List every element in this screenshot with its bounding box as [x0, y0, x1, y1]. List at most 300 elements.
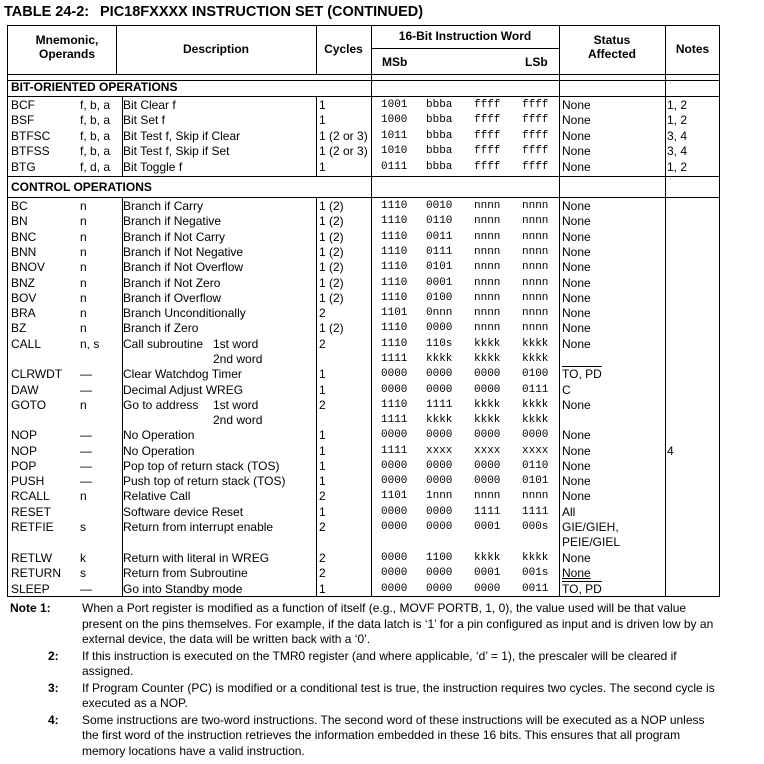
table-row — [7, 459, 720, 474]
header-status-line2: Affected — [587, 47, 636, 61]
mnemonic: BNZ — [11, 276, 35, 290]
instruction-word-nibble: ffff — [474, 99, 501, 111]
description: Branch if Not Zero — [123, 276, 221, 290]
table-row — [7, 520, 720, 535]
cycles: 2 — [319, 520, 326, 534]
instruction-word-nibble: 0000 — [474, 460, 501, 472]
table-row — [7, 337, 720, 352]
description-word: 1st word — [213, 337, 259, 351]
operands: — — [80, 444, 92, 458]
cycles: 1 (2) — [319, 199, 344, 213]
description: Call subroutine — [123, 337, 204, 351]
table-row — [7, 129, 720, 144]
cycles: 1 (2) — [319, 260, 344, 274]
instruction-word-nibble: 0110 — [426, 215, 453, 227]
instruction-word-nibble: kkkk — [474, 414, 501, 426]
description: Relative Call — [123, 489, 191, 503]
instruction-word-nibble: 0000 — [426, 429, 453, 441]
instruction-word-nibble: ffff — [474, 145, 501, 157]
instruction-word-nibble: 0011 — [426, 231, 453, 243]
footnote — [10, 601, 722, 648]
operands: n — [80, 291, 87, 305]
operands: f, b, a — [80, 98, 111, 112]
instruction-word-nibble: nnnn — [522, 490, 549, 502]
instruction-word-nibble: 1110 — [381, 215, 408, 227]
table-row — [7, 321, 720, 336]
status-affected: None — [562, 260, 591, 274]
operands: n — [80, 230, 87, 244]
instruction-word-nibble: 000s — [522, 521, 549, 533]
description: Return with literal in WREG — [123, 551, 270, 565]
cycles: 1 — [319, 459, 326, 473]
instruction-word-nibble: xxxx — [474, 445, 501, 457]
instruction-word-nibble: 0001 — [426, 277, 453, 289]
instruction-word-nibble: nnnn — [522, 200, 549, 212]
operands: — — [80, 582, 92, 596]
cycles: 2 — [319, 398, 326, 412]
mnemonic: BCF — [11, 98, 35, 112]
operands: — — [80, 367, 92, 381]
status-affected: None — [562, 566, 591, 580]
cycles: 1 — [319, 444, 326, 458]
operands: n — [80, 321, 87, 335]
instruction-word-nibble: nnnn — [474, 231, 501, 243]
instruction-word-nibble: bbba — [426, 130, 453, 142]
operands: n — [80, 214, 87, 228]
instruction-word-nibble: 0000 — [381, 475, 408, 487]
instruction-word-nibble: kkkk — [474, 552, 501, 564]
description-word: 2nd word — [213, 352, 263, 366]
instruction-word-nibble: nnnn — [474, 322, 501, 334]
instruction-word-nibble: 1110 — [381, 261, 408, 273]
cycles: 1 — [319, 505, 326, 519]
cycles: 1 (2 or 3) — [319, 144, 368, 158]
cycles: 1 — [319, 582, 326, 596]
row-divider — [7, 176, 720, 177]
instruction-word-nibble: 1110 — [381, 246, 408, 258]
header-status — [559, 33, 665, 61]
cycles: 1 (2) — [319, 291, 344, 305]
description: Bit Clear f — [123, 98, 176, 112]
instruction-word-nibble: kkkk — [522, 338, 549, 350]
table-row — [7, 566, 720, 581]
instruction-word-nibble: 1110 — [381, 322, 408, 334]
mnemonic: BSF — [11, 113, 35, 127]
header-subdivider — [371, 48, 559, 49]
description: No Operation — [123, 444, 195, 458]
notes-ref: 1, 2 — [667, 113, 688, 127]
instruction-word-nibble: 0111 — [426, 246, 453, 258]
table-number: TABLE 24-2: — [4, 4, 90, 20]
instruction-word-nibble: ffff — [474, 114, 501, 126]
cycles: 1 — [319, 113, 326, 127]
instruction-word-nibble: nnnn — [474, 261, 501, 273]
mnemonic: POP — [11, 459, 37, 473]
instruction-word-nibble: nnnn — [474, 490, 501, 502]
instruction-word-nibble: 1011 — [381, 130, 408, 142]
table-row — [7, 113, 720, 128]
instruction-word-nibble: ffff — [474, 130, 501, 142]
operands: n — [80, 489, 87, 503]
description: Bit Set f — [123, 113, 166, 127]
instruction-word-nibble: 001s — [522, 567, 549, 579]
instruction-word-nibble: kkkk — [522, 399, 549, 411]
mnemonic: RETLW — [11, 551, 53, 565]
mnemonic: PUSH — [11, 474, 45, 488]
instruction-word-nibble: ffff — [522, 114, 549, 126]
footnote-text: Some instructions are two-word instructions. The second word of these instructions will be executed as a NOP unless the first word of the instruction retrieves the information embedded in these 16 bits. This ensures that all program memory locations have a valid instruction. — [82, 712, 705, 758]
instruction-word-nibble: 1010 — [381, 145, 408, 157]
status-affected: None — [562, 291, 591, 305]
instruction-word-nibble: nnnn — [522, 277, 549, 289]
status-affected: TO, PD — [562, 367, 602, 381]
instruction-word-nibble: 0000 — [426, 567, 453, 579]
cycles: 1 (2 or 3) — [319, 129, 368, 143]
notes-ref: 1, 2 — [667, 98, 688, 112]
instruction-word-nibble: bbba — [426, 161, 453, 173]
instruction-word-nibble: 0000 — [474, 384, 501, 396]
instruction-word-nibble: ffff — [522, 161, 549, 173]
operands: n — [80, 398, 87, 412]
status-affected: None — [562, 129, 591, 143]
notes-ref: 3, 4 — [667, 129, 688, 143]
footnote — [10, 681, 722, 712]
mnemonic: BNN — [11, 245, 37, 259]
status-affected: All — [562, 505, 576, 519]
operands: — — [80, 428, 92, 442]
table-caption: PIC18FXXXX INSTRUCTION SET (CONTINUED) — [100, 4, 424, 20]
instruction-word-nibble: 0nnn — [426, 307, 453, 319]
table-row — [7, 582, 720, 597]
mnemonic: BN — [11, 214, 28, 228]
operands: s — [80, 566, 86, 580]
instruction-word-nibble: 1101 — [381, 307, 408, 319]
description-word: 1st word — [213, 398, 259, 412]
cycles: 2 — [319, 337, 326, 351]
cycles: 1 — [319, 383, 326, 397]
description: Branch if Zero — [123, 321, 199, 335]
instruction-word-nibble: 0000 — [381, 368, 408, 380]
instruction-word-nibble: ffff — [522, 99, 549, 111]
mnemonic: BZ — [11, 321, 27, 335]
operands: f, b, a — [80, 129, 111, 143]
instruction-word-nibble: nnnn — [474, 307, 501, 319]
notes-ref: 1, 2 — [667, 160, 688, 174]
description-word: 2nd word — [213, 413, 263, 427]
instruction-word-nibble: 1111 — [474, 506, 501, 518]
mnemonic: BTFSC — [11, 129, 51, 143]
header-mnemonic — [18, 33, 116, 61]
instruction-word-nibble: nnnn — [522, 292, 549, 304]
status-affected: None — [562, 98, 591, 112]
table-row — [7, 230, 720, 245]
status-affected: None — [562, 306, 591, 320]
description: Decimal Adjust WREG — [123, 383, 244, 397]
instruction-word-nibble: 0000 — [426, 460, 453, 472]
table-row — [7, 291, 720, 306]
description: Return from Subroutine — [123, 566, 248, 580]
description: No Operation — [123, 428, 195, 442]
header-notes: Notes — [675, 42, 710, 56]
status-affected: None — [562, 428, 591, 442]
mnemonic: RETURN — [11, 566, 61, 580]
instruction-word-nibble: 1111 — [381, 445, 408, 457]
table-title — [4, 4, 423, 20]
instruction-word-nibble: 1111 — [381, 414, 408, 426]
instruction-word-nibble: ffff — [474, 161, 501, 173]
instruction-word-nibble: ffff — [522, 145, 549, 157]
status-affected: None — [562, 113, 591, 127]
footnote-label: 2: — [48, 648, 59, 663]
operands: f, b, a — [80, 113, 111, 127]
instruction-word-nibble: nnnn — [522, 261, 549, 273]
status-affected: None — [562, 551, 591, 565]
table-row — [7, 398, 720, 413]
mnemonic: BC — [11, 199, 28, 213]
mnemonic: BNOV — [11, 260, 46, 274]
instruction-word-nibble: nnnn — [474, 200, 501, 212]
instruction-word-nibble: nnnn — [474, 215, 501, 227]
instruction-word-nibble: 1110 — [381, 277, 408, 289]
footnote-text: If this instruction is executed on the TMR0 register (and where applicable, ‘d’ = 1), the prescaler will be cleared if assigned. — [82, 648, 677, 678]
instruction-word-nibble: 1111 — [426, 399, 453, 411]
instruction-word-nibble: 1111 — [381, 353, 408, 365]
instruction-word-nibble: bbba — [426, 114, 453, 126]
instruction-word-nibble: 1100 — [426, 552, 453, 564]
operands: n — [80, 199, 87, 213]
mnemonic: DAW — [11, 383, 39, 397]
description: Branch if Overflow — [123, 291, 222, 305]
instruction-word-nibble: nnnn — [522, 322, 549, 334]
description: Branch if Carry — [123, 199, 204, 213]
instruction-word-nibble: kkkk — [474, 353, 501, 365]
instruction-word-nibble: nnnn — [474, 277, 501, 289]
instruction-word-nibble: 0110 — [522, 460, 549, 472]
instruction-word-nibble: kkkk — [522, 353, 549, 365]
footnotes — [10, 601, 722, 760]
footnote-label: 4: — [48, 712, 59, 727]
operands: n — [80, 245, 87, 259]
cycles: 1 — [319, 98, 326, 112]
header-cycles: Cycles — [324, 42, 363, 56]
cycles: 1 — [319, 428, 326, 442]
mnemonic: RCALL — [11, 489, 50, 503]
instruction-word-nibble: xxxx — [522, 445, 549, 457]
footnote — [10, 713, 722, 760]
table-row — [7, 551, 720, 566]
instruction-word-nibble: 1000 — [381, 114, 408, 126]
mnemonic: CLRWDT — [11, 367, 63, 381]
status-affected: TO, PD — [562, 582, 602, 596]
instruction-word-nibble: xxxx — [426, 445, 453, 457]
mnemonic: BTFSS — [11, 144, 50, 158]
status-affected: PEIE/GIEL — [562, 535, 621, 549]
header-description: Description — [182, 42, 249, 56]
table-row — [7, 260, 720, 275]
cycles: 1 (2) — [319, 245, 344, 259]
mnemonic: BNC — [11, 230, 37, 244]
status-affected: None — [562, 276, 591, 290]
instruction-word-nibble: 0000 — [381, 583, 408, 595]
instruction-word-nibble: bbba — [426, 99, 453, 111]
instruction-word-nibble: 0000 — [426, 322, 453, 334]
instruction-word-nibble: 1110 — [381, 338, 408, 350]
cycles: 1 (2) — [319, 321, 344, 335]
instruction-word-nibble: nnnn — [474, 292, 501, 304]
mnemonic: SLEEP — [11, 582, 50, 596]
instruction-word-nibble: nnnn — [522, 231, 549, 243]
mnemonic: RESET — [11, 505, 52, 519]
instruction-word-nibble: 0000 — [381, 521, 408, 533]
operands: n — [80, 276, 87, 290]
description: Go to address — [123, 398, 199, 412]
description: Branch if Negative — [123, 214, 222, 228]
instruction-word-nibble: 0000 — [522, 429, 549, 441]
table-row — [7, 160, 720, 175]
cycles: 2 — [319, 306, 326, 320]
instruction-word-nibble: 110s — [426, 338, 453, 350]
operands: — — [80, 459, 92, 473]
instruction-word-nibble: 0111 — [522, 384, 549, 396]
header-msb: MSb — [382, 55, 408, 69]
status-affected: None — [562, 398, 591, 412]
instruction-word-nibble: kkkk — [474, 399, 501, 411]
table-row — [7, 489, 720, 504]
cycles: 2 — [319, 489, 326, 503]
section-bit-oriented: BIT-ORIENTED OPERATIONS — [11, 80, 178, 94]
description: Branch if Not Carry — [123, 230, 226, 244]
instruction-word-nibble: 0000 — [474, 429, 501, 441]
mnemonic: BOV — [11, 291, 37, 305]
description: Bit Toggle f — [123, 160, 183, 174]
header-lsb: LSb — [525, 55, 548, 69]
table-row — [7, 535, 720, 550]
description: Branch if Not Overflow — [123, 260, 244, 274]
instruction-word-nibble: 0000 — [381, 384, 408, 396]
instruction-word-nibble: 0100 — [426, 292, 453, 304]
status-affected: None — [562, 474, 591, 488]
status-affected: None — [562, 489, 591, 503]
instruction-word-nibble: 0000 — [474, 368, 501, 380]
instruction-word-nibble: 0000 — [381, 429, 408, 441]
cycles: 1 — [319, 474, 326, 488]
instruction-word-nibble: 0001 — [474, 521, 501, 533]
instruction-word-nibble: nnnn — [522, 215, 549, 227]
operands: — — [80, 474, 92, 488]
instruction-word-nibble: 0000 — [474, 475, 501, 487]
table-row — [7, 306, 720, 321]
mnemonic: CALL — [11, 337, 42, 351]
mnemonic: BRA — [11, 306, 36, 320]
table-row — [7, 428, 720, 443]
cycles: 1 — [319, 367, 326, 381]
cycles: 1 — [319, 160, 326, 174]
instruction-word-nibble: 0101 — [426, 261, 453, 273]
instruction-word-nibble: 0000 — [426, 368, 453, 380]
table-row — [7, 98, 720, 113]
operands: — — [80, 383, 92, 397]
status-affected: None — [562, 160, 591, 174]
table-row — [7, 276, 720, 291]
operands: n, s — [80, 337, 100, 351]
description: Bit Test f, Skip if Clear — [123, 129, 241, 143]
operands: f, b, a — [80, 144, 111, 158]
header-status-line1: Status — [593, 33, 631, 47]
description: Return from interrupt enable — [123, 520, 274, 534]
status-affected: None — [562, 245, 591, 259]
instruction-word-nibble: bbba — [426, 145, 453, 157]
instruction-word-nibble: 1101 — [381, 490, 408, 502]
status-affected: GIE/GIEH, — [562, 520, 619, 534]
operands: s — [80, 520, 86, 534]
table-row — [7, 474, 720, 489]
mnemonic: BTG — [11, 160, 36, 174]
description: Software device Reset — [123, 505, 244, 519]
description: Clear Watchdog Timer — [123, 367, 242, 381]
row-divider — [7, 96, 720, 97]
table-row — [7, 505, 720, 520]
footnote-label: Note 1: — [10, 601, 51, 615]
instruction-word-nibble: 1111 — [522, 506, 549, 518]
instruction-word-nibble: 0000 — [381, 460, 408, 472]
instruction-word-nibble: nnnn — [522, 246, 549, 258]
instruction-word-nibble: 0000 — [381, 552, 408, 564]
table-row — [7, 144, 720, 159]
mnemonic: GOTO — [11, 398, 47, 412]
status-affected: C — [562, 383, 571, 397]
operands: k — [80, 551, 86, 565]
instruction-word-nibble: 0000 — [426, 583, 453, 595]
description: Pop top of return stack (TOS) — [123, 459, 280, 473]
table-row — [7, 245, 720, 260]
notes-ref: 4 — [667, 444, 674, 458]
instruction-word-nibble: 0000 — [381, 567, 408, 579]
row-divider — [7, 197, 720, 198]
instruction-word-nibble: 0000 — [426, 475, 453, 487]
footnote-text: When a Port register is modified as a function of itself (e.g., MOVF PORTB, 1, 0), the value used will be that value present on the pins themselves. For example, if the data latch is ‘1’ for a pin configured as input and is driven low by an external device, the data will be written back with a ‘0’. — [82, 601, 714, 646]
cycles: 2 — [319, 551, 326, 565]
instruction-word-nibble: 0000 — [426, 384, 453, 396]
status-affected: None — [562, 444, 591, 458]
instruction-word-nibble: 0000 — [381, 506, 408, 518]
description: Go into Standby mode — [123, 582, 243, 596]
instruction-word-nibble: 0010 — [426, 200, 453, 212]
mnemonic: RETFIE — [11, 520, 54, 534]
instruction-word-nibble: 0000 — [426, 506, 453, 518]
instruction-word-nibble: 1110 — [381, 200, 408, 212]
instruction-word-nibble: 1nnn — [426, 490, 453, 502]
cycles: 1 (2) — [319, 214, 344, 228]
instruction-word-nibble: ffff — [522, 130, 549, 142]
instruction-word-nibble: 0101 — [522, 475, 549, 487]
status-affected: None — [562, 321, 591, 335]
instruction-word-nibble: nnnn — [474, 246, 501, 258]
table-row — [7, 199, 720, 214]
footnote-label: 3: — [48, 680, 59, 695]
footnote-text: If Program Counter (PC) is modified or a conditional test is true, the instruction requires two cycles. The second cycle is executed as a NOP. — [82, 680, 715, 710]
cycles: 1 (2) — [319, 276, 344, 290]
operands: f, d, a — [80, 160, 111, 174]
table-row — [7, 444, 720, 459]
table-row — [7, 352, 720, 367]
instruction-word-nibble: kkkk — [426, 353, 453, 365]
status-affected: None — [562, 144, 591, 158]
mnemonic: NOP — [11, 428, 38, 442]
instruction-word-nibble: kkkk — [522, 414, 549, 426]
instruction-word-nibble: kkkk — [474, 338, 501, 350]
mnemonic: NOP — [11, 444, 38, 458]
instruction-word-nibble: 1110 — [381, 231, 408, 243]
